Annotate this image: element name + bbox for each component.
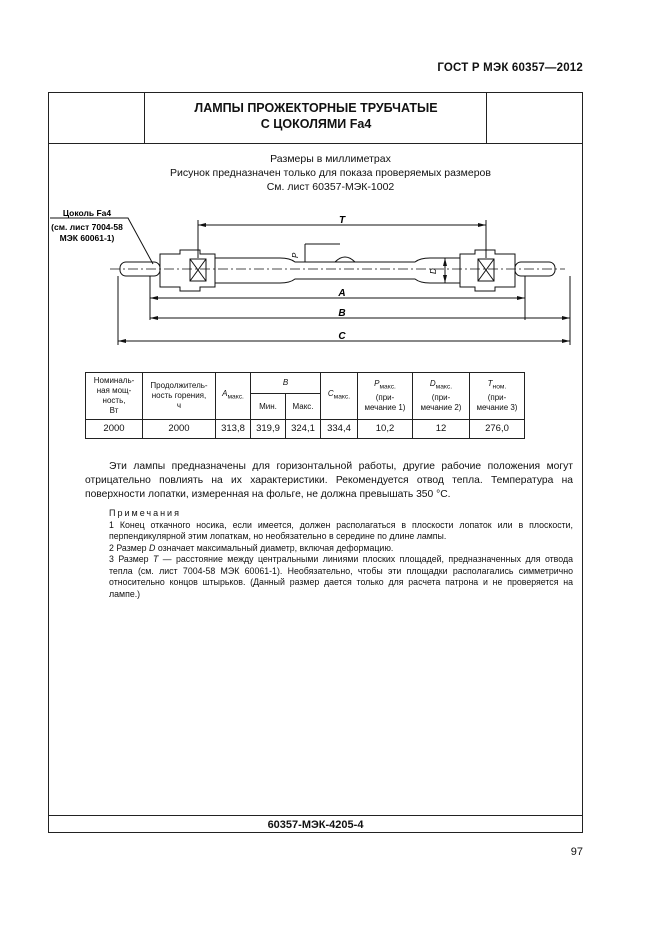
label-B: B xyxy=(338,308,346,319)
label-D: D xyxy=(429,268,438,274)
label-T: T xyxy=(338,215,346,226)
cell-life: 2000 xyxy=(143,420,216,439)
title-right-cell xyxy=(486,93,582,143)
notes-heading: Примечания xyxy=(109,508,181,518)
title-row xyxy=(49,93,582,144)
label-A: A xyxy=(338,288,346,299)
cap-label-3: МЭК 60061-1) xyxy=(59,233,115,243)
see-sheet-caption: См. лист 60357-МЭК-1002 xyxy=(266,181,395,193)
note-1: 1 Конец откачного носика, если имеется, должен располагаться в плоскости лопаток или в плоскости, перпендикулярной этим лопаткам, но необязательно в середине по длине лампы. xyxy=(109,519,573,541)
sheet-title xyxy=(145,100,487,132)
tube-left xyxy=(215,258,280,283)
right-cap xyxy=(460,250,515,291)
title-line-1: ЛАМПЫ ПРОЖЕКТОРНЫЕ ТРУБЧАТЫЕ xyxy=(194,101,438,115)
label-C: C xyxy=(338,331,346,342)
standard-code: ГОСТ Р МЭК 60357—2012 xyxy=(437,62,583,74)
exhaust-tip xyxy=(335,257,355,262)
purpose-caption: Рисунок предназначен только для показа проверяемых размеров xyxy=(170,167,491,179)
cap-label-1: Цоколь Fa4 xyxy=(62,210,112,218)
page-number: 97 xyxy=(570,846,583,858)
th-A: $A_{макс.}$ xyxy=(216,373,251,420)
title-line-2: С ЦОКОЛЯМИ Fa4 xyxy=(260,117,372,131)
cell-D: 12 xyxy=(413,420,470,439)
th-D: $D_{макс.}$ (при- мечание 2) xyxy=(413,373,470,420)
th-B-min: Мин. xyxy=(251,394,286,420)
note-2: 2 Размер D означает максимальный диаметр, включая деформацию. xyxy=(109,542,394,553)
footer-divider xyxy=(49,815,582,816)
units-caption: Размеры в миллиметрах xyxy=(270,153,391,165)
left-cap xyxy=(160,250,215,291)
th-P: $P_{макс.}$ (при- мечание 1) xyxy=(358,373,413,420)
table-row xyxy=(86,420,525,439)
title-left-cell xyxy=(49,93,145,143)
note-3: 3 Размер T — расстояние между центральными линиями плоских площадей, предназначенных для отвода тепла (см. лист 7004-58 МЭК 60061-1). Необязательно, чтобы эти площадки располагались симметрично относительно концов штырьков. (Данный размер дается только для расчета патрона и не проверяется на лампе.) xyxy=(109,554,573,599)
th-life: Продолжитель- ность горения, ч xyxy=(143,373,216,420)
th-C: $C_{макс.}$ xyxy=(321,373,358,420)
sheet-number: 60357-МЭК-4205-4 xyxy=(267,819,364,831)
cell-B-min: 319,9 xyxy=(251,420,286,439)
body-paragraph: Эти лампы предназначены для горизонтальной работы, другие рабочие положения могут отрицательно повлиять на их характеристики. Рекомендуется отвод тепла. Температура на поверхности лопатки, измеренная на фольге, не должна превышать 350 °С. xyxy=(85,461,573,500)
cell-C: 334,4 xyxy=(321,420,358,439)
th-B: B xyxy=(251,373,321,394)
parameters-table xyxy=(85,372,525,439)
cap-label-2: (см. лист 7004-58 xyxy=(51,222,123,232)
th-T: $T_{ном.}$ (при- мечание 3) xyxy=(470,373,525,420)
cell-power: 2000 xyxy=(86,420,143,439)
notes-section xyxy=(85,508,573,600)
label-P: P xyxy=(291,252,300,258)
th-B-max: Макс. xyxy=(286,394,321,420)
cell-A: 313,8 xyxy=(216,420,251,439)
cell-P: 10,2 xyxy=(358,420,413,439)
cell-B-max: 324,1 xyxy=(286,420,321,439)
th-power: Номиналь- ная мощ- ность, Вт xyxy=(86,373,143,420)
lamp-drawing xyxy=(50,210,590,355)
cell-T: 276,0 xyxy=(470,420,525,439)
